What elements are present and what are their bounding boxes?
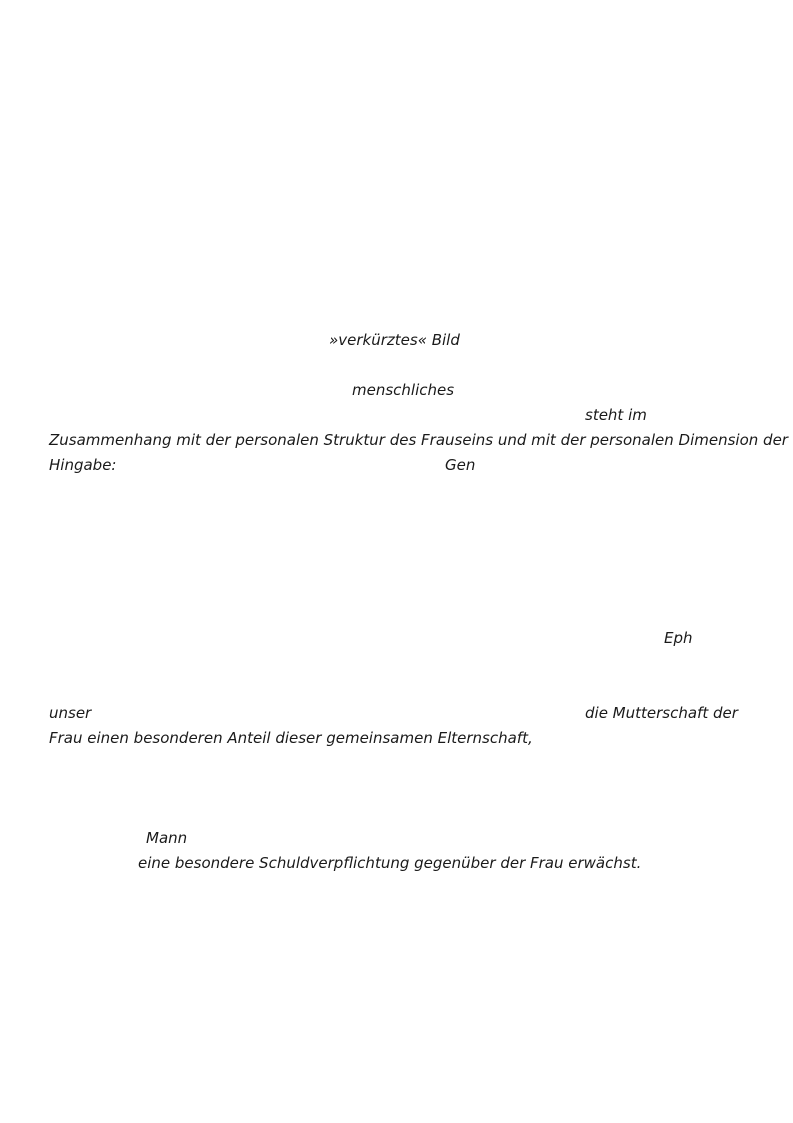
text-fragment-mann: Mann — [146, 829, 188, 847]
text-line-frau-anteil: Frau einen besonderen Anteil dieser gemeinsamen Elternschaft, — [49, 729, 533, 747]
text-fragment-hingabe: Hingabe: — [49, 456, 117, 474]
text-fragment-gen: Gen — [445, 456, 476, 474]
text-line-schuldverpflichtung: eine besondere Schuldverpflichtung gegenüber der Frau erwächst. — [138, 854, 642, 872]
text-fragment-eph: Eph — [664, 629, 693, 647]
text-fragment-unser: unser — [49, 704, 92, 722]
text-fragment-verkuerztes-bild: »verkürztes« Bild — [329, 331, 460, 349]
text-fragment-steht-im: steht im — [585, 406, 647, 424]
text-line-zusammenhang: Zusammenhang mit der personalen Struktur des Frauseins und mit der personalen Dimension der — [49, 431, 788, 449]
text-fragment-mutterschaft: die Mutterschaft der — [585, 704, 738, 722]
text-fragment-menschliches: menschliches — [352, 381, 455, 399]
